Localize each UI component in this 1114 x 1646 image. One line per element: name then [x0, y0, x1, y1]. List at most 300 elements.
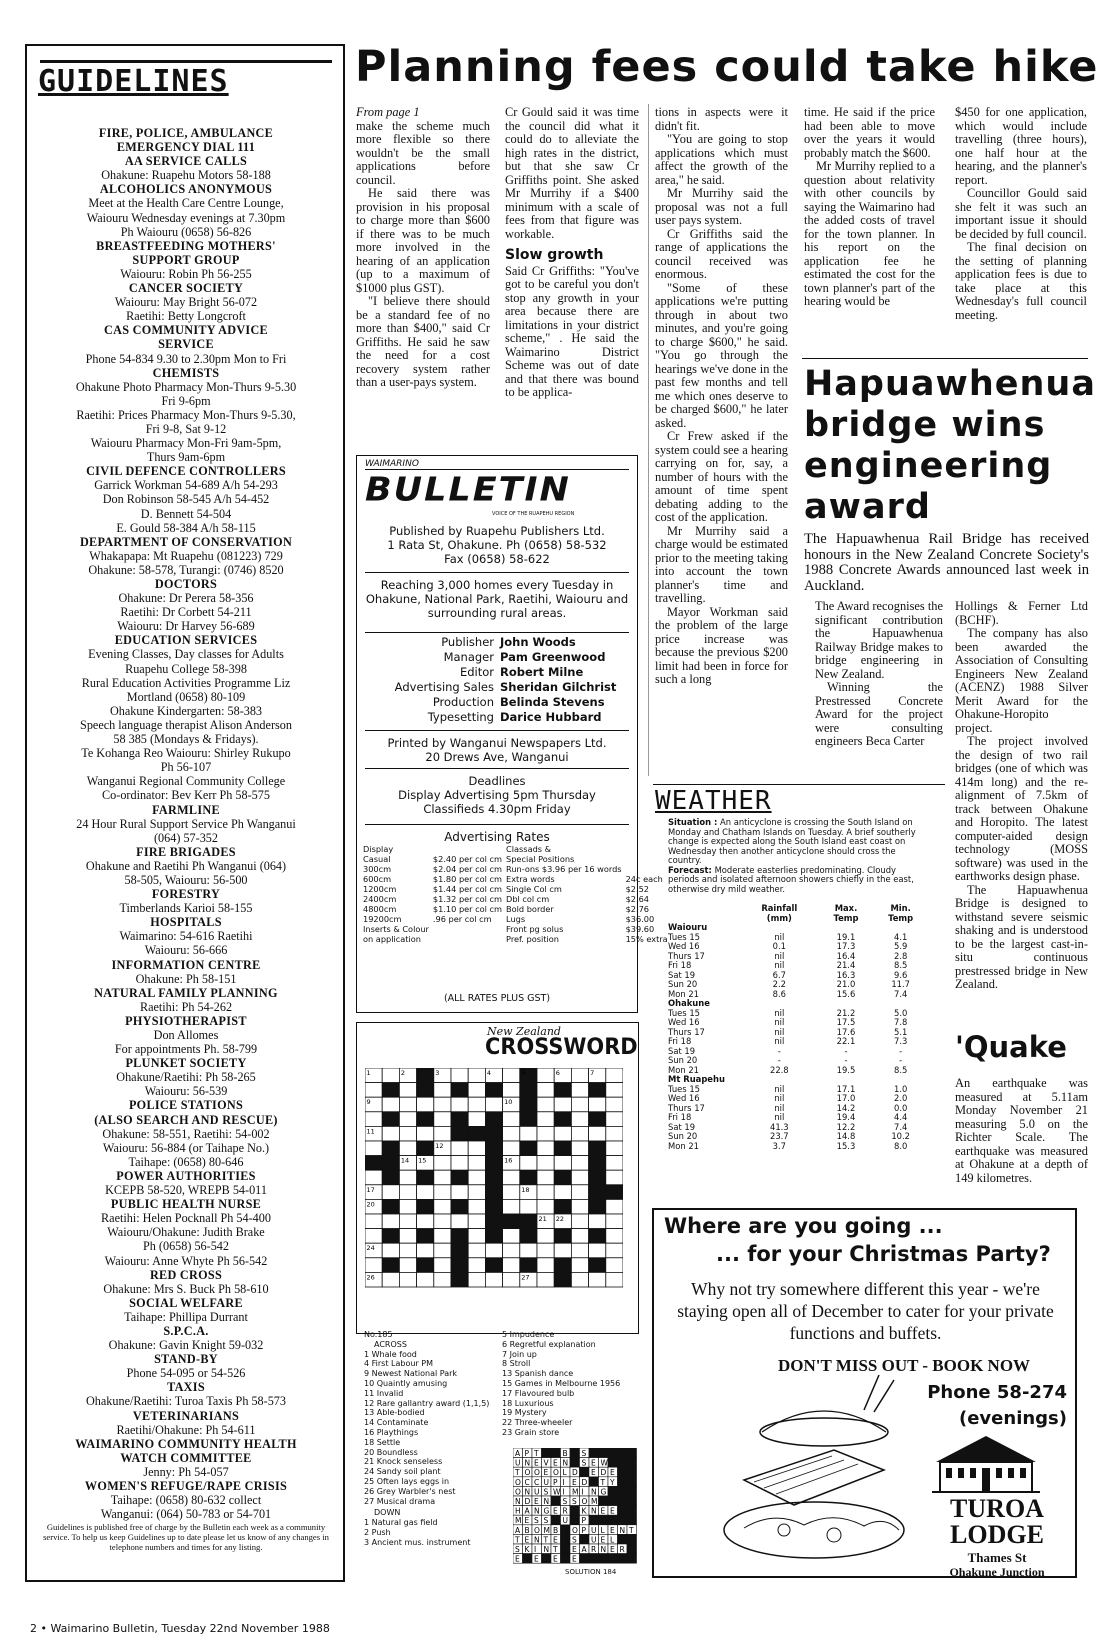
crossword-cell[interactable]: [537, 1170, 554, 1185]
crossword-cell[interactable]: [434, 1258, 451, 1273]
crossword-cell[interactable]: [503, 1068, 520, 1083]
weather-row: [668, 971, 928, 981]
solution-letter: E: [610, 1525, 615, 1535]
crossword-cell[interactable]: [468, 1112, 485, 1127]
crossword-cell[interactable]: [382, 1272, 399, 1287]
crossword-cell[interactable]: [417, 1097, 434, 1112]
down-list-2: [502, 1330, 640, 1438]
crossword-cell-number: 14: [400, 1156, 410, 1165]
rate-row: [361, 924, 670, 934]
weather-cell: 7.8: [893, 1017, 908, 1027]
weather-cell: 2.2: [772, 979, 786, 989]
crossword-cell[interactable]: [365, 1229, 382, 1244]
guideline-entry: Ohakune: Mrs S. Buck Ph 58-610: [103, 1281, 269, 1296]
crossword-cell[interactable]: [451, 1214, 468, 1229]
crossword-cell[interactable]: [606, 1170, 623, 1185]
crossword-cell[interactable]: [382, 1126, 399, 1141]
crossword-cell[interactable]: [451, 1156, 468, 1171]
crossword-cell-number: 1: [366, 1069, 371, 1077]
rate-cell: Front pg solus: [506, 924, 564, 934]
crossword-cell: [589, 1112, 606, 1127]
crossword-cell[interactable]: [468, 1083, 485, 1098]
crossword-cell[interactable]: [589, 1214, 606, 1229]
crossword-cell[interactable]: [589, 1097, 606, 1112]
weather-cell: Sun 20: [668, 1055, 698, 1065]
crossword-cell[interactable]: [434, 1126, 451, 1141]
crossword-cell[interactable]: [537, 1185, 554, 1200]
clue: 7 Join up: [502, 1349, 537, 1359]
crossword-cell[interactable]: [606, 1112, 623, 1127]
solution-letter: W: [600, 1458, 608, 1468]
crossword-cell[interactable]: [382, 1097, 399, 1112]
crossword-cell[interactable]: [537, 1068, 554, 1083]
crossword-cell[interactable]: [468, 1156, 485, 1171]
crossword-cell[interactable]: [589, 1126, 606, 1141]
crossword-cell[interactable]: [434, 1170, 451, 1185]
solution-letter: O: [553, 1468, 559, 1478]
crossword-cell[interactable]: [537, 1243, 554, 1258]
solution-letter: I: [534, 1545, 537, 1554]
crossword-cell[interactable]: [537, 1272, 554, 1287]
crossword-cell[interactable]: [468, 1141, 485, 1156]
crossword-cell[interactable]: [606, 1258, 623, 1273]
staff-name: Belinda Stevens: [500, 695, 605, 709]
crossword-cell: [520, 1083, 537, 1098]
crossword-cell[interactable]: [399, 1243, 416, 1258]
deadlines-title: Deadlines: [468, 774, 526, 788]
crossword-cell[interactable]: [537, 1258, 554, 1273]
crossword-cell[interactable]: [468, 1214, 485, 1229]
crossword-cell: [382, 1112, 399, 1127]
crossword-cell[interactable]: [554, 1185, 571, 1200]
weather-cell: Sun 20: [668, 1131, 698, 1141]
crossword-cell: [554, 1112, 571, 1127]
crossword-cell[interactable]: [434, 1272, 451, 1287]
crossword-cell[interactable]: [571, 1097, 588, 1112]
clue: 9 Newest National Park: [364, 1369, 458, 1379]
crossword-cell[interactable]: [554, 1097, 571, 1112]
crossword-cell[interactable]: [365, 1141, 382, 1156]
clue: 17 Flavoured bulb: [502, 1388, 575, 1398]
crossword-cell: [485, 1112, 502, 1127]
rate-cell: 4800cm: [363, 904, 397, 914]
crossword-cell[interactable]: [571, 1199, 588, 1214]
weather-cell: Mon 21: [668, 988, 699, 999]
crossword-cell[interactable]: [503, 1229, 520, 1244]
solution-letter: E: [553, 1506, 558, 1516]
crossword-cell[interactable]: [503, 1199, 520, 1214]
crossword-cell[interactable]: [606, 1272, 623, 1287]
solution-cell: [627, 1458, 637, 1468]
weather-cell: Thurs 17: [668, 1102, 705, 1113]
crossword-cell[interactable]: [417, 1243, 434, 1258]
solution-letter: P: [581, 1525, 587, 1535]
solution-letter: R: [562, 1506, 568, 1516]
crossword-cell[interactable]: [606, 1214, 623, 1229]
weather-cell: 8.6: [772, 988, 786, 999]
solution-letter: P: [581, 1516, 587, 1526]
crossword-cell[interactable]: [417, 1185, 434, 1200]
crossword-cell[interactable]: [468, 1229, 485, 1244]
crossword-cell[interactable]: [365, 1112, 382, 1127]
crossword-cell[interactable]: [365, 1258, 382, 1273]
paragraph: "You are going to stop applications which must affect the growth of the area," he said.: [655, 132, 788, 187]
crossword-cell[interactable]: [503, 1243, 520, 1258]
crossword-cell[interactable]: [571, 1272, 588, 1287]
buffet-illustration: [714, 1370, 934, 1570]
guideline-entry: Ohakune/Raetihi: Ph 58-265: [116, 1070, 256, 1085]
crossword-cell[interactable]: [399, 1170, 416, 1185]
crossword-cell: [554, 1258, 571, 1273]
weather-cell: 16.4: [836, 950, 856, 961]
crossword-cell[interactable]: [606, 1199, 623, 1214]
guideline-entry: Don Robinson 58-545 A/h 54-452: [102, 492, 270, 507]
crossword-cell[interactable]: [589, 1272, 606, 1287]
ad-phone: Phone 58-274: [927, 1382, 1067, 1403]
crossword-cell[interactable]: [537, 1083, 554, 1098]
crossword-cell[interactable]: [468, 1272, 485, 1287]
crossword-cell[interactable]: [503, 1258, 520, 1273]
clue: 1 Whale food: [364, 1349, 417, 1359]
crossword-cell[interactable]: [537, 1199, 554, 1214]
crossword-cell[interactable]: [399, 1097, 416, 1112]
crossword-cell[interactable]: [503, 1272, 520, 1287]
crossword-cell[interactable]: [399, 1141, 416, 1156]
solution-cell: [618, 1496, 628, 1506]
clue: 11 Invalid: [364, 1388, 404, 1398]
crossword-cell: [520, 1214, 537, 1229]
crossword-cell[interactable]: [434, 1112, 451, 1127]
crossword-cell[interactable]: [365, 1083, 382, 1098]
crossword-cell[interactable]: [417, 1126, 434, 1141]
solution-letter: P: [553, 1477, 558, 1487]
guideline-heading: INFORMATION CENTRE: [111, 957, 261, 972]
crossword-cell[interactable]: [571, 1156, 588, 1171]
paragraph: Cr Gould said it was time the council did what it could do to alleviate the high rates in the district, but that she saw Cr Griffiths point. She asked Mr Murrihy if a $400 minimum with a scale of fees from that figure was workable.: [505, 105, 639, 241]
hapuawhenua-col2-body: [955, 600, 1088, 992]
crossword-cell[interactable]: [365, 1170, 382, 1185]
crossword-cell[interactable]: [434, 1185, 451, 1200]
crossword-cell[interactable]: [399, 1258, 416, 1273]
weather-cell: 19.1: [836, 931, 856, 942]
clue: 15 Games in Melbourne 1956: [502, 1378, 621, 1388]
rate-cell: Lugs: [506, 914, 526, 924]
crossword-cell: [365, 1156, 382, 1171]
solution-letter: U: [562, 1516, 568, 1526]
crossword-cell[interactable]: [520, 1243, 537, 1258]
guideline-entry: Raetihi: Betty Longcroft: [126, 309, 246, 324]
crossword-cell[interactable]: [537, 1112, 554, 1127]
solution-cell: [599, 1554, 609, 1564]
clue: 6 Regretful explanation: [502, 1339, 596, 1349]
crossword-cell: [554, 1141, 571, 1156]
guideline-entry: Taihape: (0658) 80-646: [128, 1154, 244, 1169]
crossword-cell[interactable]: [399, 1185, 416, 1200]
address: 1 Rata St, Ohakune. Ph (0658) 58-532: [387, 538, 607, 552]
guideline-entry: Ohakune Kindergarten: 58-383: [109, 703, 263, 718]
guideline-entry: Waiouru: 56-539: [144, 1084, 228, 1099]
solution-cell: [542, 1448, 552, 1458]
crossword-cell[interactable]: [468, 1068, 485, 1083]
crossword-cell[interactable]: [571, 1170, 588, 1185]
crossword-cell[interactable]: [382, 1214, 399, 1229]
crossword-cell-number: 7: [590, 1069, 595, 1077]
crossword-cell[interactable]: [503, 1083, 520, 1098]
solution-cell: [570, 1515, 580, 1525]
solution-letter: S: [572, 1497, 577, 1506]
weather-cell: Thurs 17: [668, 950, 705, 961]
crossword-cell-number: 24: [366, 1244, 375, 1253]
crossword-cell: [589, 1083, 606, 1098]
weather-cell: 7.4: [893, 988, 908, 999]
paragraph: Hollings & Ferner Ltd (BCHF).: [955, 599, 1088, 627]
weather-cell: 4.4: [893, 1112, 908, 1122]
weather-cell: Wed 16: [668, 1093, 700, 1103]
clue: 14 Contaminate: [364, 1418, 429, 1428]
rate-cell: $2.76: [625, 904, 650, 914]
staff-role: Publisher: [441, 635, 494, 649]
crossword-cell[interactable]: [606, 1126, 623, 1141]
weather-cell: Wed 16: [668, 941, 700, 951]
crossword-cell[interactable]: [468, 1258, 485, 1273]
clue: 22 Three-wheeler: [502, 1418, 573, 1428]
solution-letter: E: [600, 1506, 606, 1516]
crossword-cell[interactable]: [468, 1097, 485, 1112]
crossword-cell[interactable]: [606, 1156, 623, 1171]
guideline-entry: Waiouru: 56-666: [144, 943, 228, 958]
article-col1-body: [356, 120, 490, 390]
crossword-cell[interactable]: [537, 1141, 554, 1156]
guideline-heading: CAS COMMUNITY ADVICE: [104, 323, 268, 338]
crossword-cell[interactable]: [606, 1083, 623, 1098]
crossword-cell: [382, 1258, 399, 1273]
crossword-cell[interactable]: [468, 1199, 485, 1214]
crossword-cell[interactable]: [434, 1214, 451, 1229]
crossword-cell[interactable]: [606, 1243, 623, 1258]
crossword-cell[interactable]: [468, 1243, 485, 1258]
crossword-cell[interactable]: [399, 1083, 416, 1098]
rate-row: [361, 934, 670, 944]
crossword-cell[interactable]: [382, 1243, 399, 1258]
solution-letter: C: [524, 1477, 530, 1487]
crossword-cell[interactable]: [485, 1243, 502, 1258]
weather-row: [668, 1132, 928, 1142]
crossword-cell[interactable]: [382, 1185, 399, 1200]
crossword-cell[interactable]: [503, 1170, 520, 1185]
crossword-cell[interactable]: [554, 1126, 571, 1141]
solution-cell: [551, 1496, 561, 1506]
crossword-cell[interactable]: [451, 1141, 468, 1156]
masthead-logo: BULLETIN: [365, 471, 571, 509]
crossword-cell[interactable]: [571, 1126, 588, 1141]
crossword-cell: [554, 1272, 571, 1287]
crossword-cell[interactable]: [571, 1112, 588, 1127]
crossword-cell[interactable]: [434, 1083, 451, 1098]
down-title: DOWN: [374, 1508, 401, 1518]
crossword-cell[interactable]: [571, 1185, 588, 1200]
paragraph: The Award recognises the significant contribution the Hapuawhenua Railway Bridge makes to bridge engineering in New Zealand.: [815, 599, 943, 681]
clue: 16 Playthings: [364, 1427, 419, 1437]
crossword-cell[interactable]: [434, 1243, 451, 1258]
weather-cell: Fri 18: [668, 1036, 692, 1046]
crossword-cell[interactable]: [537, 1126, 554, 1141]
clue: 1 Natural gas field: [364, 1518, 438, 1528]
article-col-1: [356, 106, 490, 390]
guideline-entry: Waiouru Pharmacy Mon-Fri 9am-5pm,: [90, 436, 282, 451]
crossword-cell[interactable]: [554, 1156, 571, 1171]
crossword-cell[interactable]: [503, 1126, 520, 1141]
crossword-cell[interactable]: [571, 1243, 588, 1258]
crossword-cell[interactable]: [417, 1214, 434, 1229]
paragraph: "I believe there should be a standard fee of no more than $400," said Cr Griffiths. He said he saw the need for a cost recovery system rather than a user-pays system.: [356, 294, 490, 389]
solution-letter: S: [515, 1545, 520, 1554]
guideline-heading: (ALSO SEARCH AND RESCUE): [94, 1112, 278, 1127]
col-rain-unit: (mm): [766, 912, 792, 923]
solution-cell: [570, 1458, 580, 1468]
crossword-cell[interactable]: [571, 1083, 588, 1098]
solution-letter: T: [515, 1535, 520, 1545]
guideline-entry: Raetihi/Ohakune: Ph 54-611: [116, 1422, 256, 1437]
crossword-cell[interactable]: [382, 1068, 399, 1083]
solution-letter: N: [600, 1545, 607, 1554]
crossword-cell: [554, 1199, 571, 1214]
staff-name: John Woods: [500, 635, 576, 649]
rates-note: (ALL RATES PLUS GST): [443, 993, 551, 1004]
crossword-cell[interactable]: [399, 1126, 416, 1141]
crossword-cell[interactable]: [503, 1185, 520, 1200]
crossword-cell[interactable]: [606, 1141, 623, 1156]
crossword-cell: [417, 1199, 434, 1214]
guideline-entry: D. Bennett 54-504: [140, 506, 232, 521]
crossword-cell: [554, 1170, 571, 1185]
crossword-cell[interactable]: [589, 1243, 606, 1258]
crossword-cell[interactable]: [537, 1156, 554, 1171]
weather-cell: nil: [774, 1036, 785, 1046]
crossword-cell[interactable]: [606, 1068, 623, 1083]
crossword-cell[interactable]: [468, 1185, 485, 1200]
solution-letter: U: [515, 1458, 521, 1468]
crossword-cell[interactable]: [554, 1243, 571, 1258]
crossword-cell[interactable]: [451, 1068, 468, 1083]
guideline-entry: Don Allomes: [153, 1028, 219, 1042]
article-col-4: [804, 106, 935, 309]
crossword-cell: [520, 1112, 537, 1127]
weather-cell: nil: [774, 1007, 785, 1018]
crossword-cell[interactable]: [434, 1097, 451, 1112]
crossword-cell[interactable]: [485, 1097, 502, 1112]
paragraph: Councillor Gould said she felt it was such an important issue it should be decided by full council.: [955, 186, 1087, 241]
crossword-cell[interactable]: [399, 1214, 416, 1229]
crossword-cell: [382, 1170, 399, 1185]
weather-title: WEATHER: [655, 786, 772, 816]
crossword-cell[interactable]: [399, 1272, 416, 1287]
crossword-cell[interactable]: [571, 1214, 588, 1229]
paragraph: He said there was provision in his proposal to charge more than $600 if there was to be much more involved in the hearing of an application (up to a maximum of $1000 plus GST).: [356, 186, 490, 295]
crossword-cell[interactable]: [606, 1097, 623, 1112]
crossword-cell[interactable]: [451, 1185, 468, 1200]
printer-address: 20 Drews Ave, Wanganui: [425, 750, 569, 764]
weather-cell: 21.4: [836, 960, 856, 970]
crossword-cell[interactable]: [571, 1229, 588, 1244]
clue: 20 Boundless: [364, 1447, 418, 1457]
rate-row: [361, 854, 670, 864]
solution-cell: [618, 1477, 628, 1487]
crossword-cell[interactable]: [606, 1229, 623, 1244]
solution-letter: E: [515, 1554, 520, 1564]
solution-letter: D: [581, 1477, 588, 1487]
crossword-cell[interactable]: [503, 1141, 520, 1156]
guideline-heading: STAND-BY: [154, 1352, 218, 1367]
crossword-cell[interactable]: [520, 1126, 537, 1141]
crossword-cell[interactable]: [503, 1112, 520, 1127]
staff-row: [363, 710, 631, 725]
solution-letter: S: [581, 1449, 587, 1458]
rate-row: [361, 914, 670, 924]
published-by: Published by Ruapehu Publishers Ltd.: [389, 524, 605, 538]
weather-cell: 23.7: [769, 1131, 789, 1141]
solution-letter: S: [534, 1516, 539, 1526]
guideline-entry: Waiouru: Robin Ph 56-255: [120, 266, 252, 281]
solution-cell: [627, 1544, 637, 1554]
rate-cell: on application: [363, 934, 421, 944]
crossword-cell[interactable]: [434, 1229, 451, 1244]
crossword-cell-number: 22: [555, 1215, 564, 1223]
rate-cell: Pref. position: [506, 934, 559, 944]
crossword-cell[interactable]: [520, 1156, 537, 1171]
crossword-cell[interactable]: [399, 1112, 416, 1127]
crossword-cell[interactable]: [434, 1156, 451, 1171]
rate-cell: .96 per col cm: [432, 914, 492, 924]
weather-cell: 22.1: [836, 1036, 856, 1046]
crossword-cell[interactable]: [468, 1170, 485, 1185]
weather-cell: Tues 15: [668, 1007, 700, 1018]
crossword-cell: [485, 1141, 502, 1156]
crossword-cell: [451, 1170, 468, 1185]
weather-cell: 0.0: [893, 1102, 908, 1113]
crossword-cell-number: 11: [366, 1127, 375, 1136]
paragraph: Mr Murrihy said a charge would be estimated prior to the meeting taking into account the town planner's time and travelling.: [655, 523, 788, 605]
weather-row: [668, 1142, 928, 1152]
crossword-cell[interactable]: [399, 1199, 416, 1214]
station-name: Waiouru: [668, 922, 708, 932]
crossword-cell[interactable]: [571, 1258, 588, 1273]
crossword-cell[interactable]: [399, 1229, 416, 1244]
weather-cell: Sat 19: [668, 1045, 696, 1056]
crossword-cell[interactable]: [417, 1272, 434, 1287]
weather-row: [668, 961, 928, 971]
paragraph: The project involved the design of two rail bridges (one of which was 414m long) and the re-alignment of 7.5km of track between Ohakune and Horopito. The latest computer-aided design technology (MOSS software) was used in the earthworks design phase.: [955, 734, 1088, 883]
crossword-cell[interactable]: [451, 1097, 468, 1112]
crossword-cell[interactable]: [571, 1141, 588, 1156]
guideline-entry: Raetihi: Dr Corbett 54-211: [120, 605, 252, 620]
crossword-cell[interactable]: [520, 1199, 537, 1214]
weather-cell: nil: [774, 1083, 785, 1094]
crossword-cell[interactable]: [365, 1214, 382, 1229]
crossword-cell[interactable]: [485, 1272, 502, 1287]
guideline-heading: VETERINARIANS: [132, 1408, 240, 1423]
crossword-cell[interactable]: [537, 1229, 554, 1244]
crossword-cell[interactable]: [537, 1097, 554, 1112]
clue: 3 Ancient mus. instrument: [364, 1537, 471, 1547]
solution-cell: [561, 1544, 571, 1554]
crossword-grid[interactable]: [365, 1068, 623, 1288]
paragraph: Mayor Workman said the problem of the large price increase was because the previous $200 limit had been in force for such a long: [655, 604, 788, 686]
solution-letter: S: [562, 1497, 568, 1506]
rate-cell: 2400cm: [363, 894, 397, 904]
crossword-cell[interactable]: [571, 1068, 588, 1083]
guideline-entry: Mortland (0658) 80-109: [126, 689, 246, 704]
crossword-cell[interactable]: [434, 1199, 451, 1214]
